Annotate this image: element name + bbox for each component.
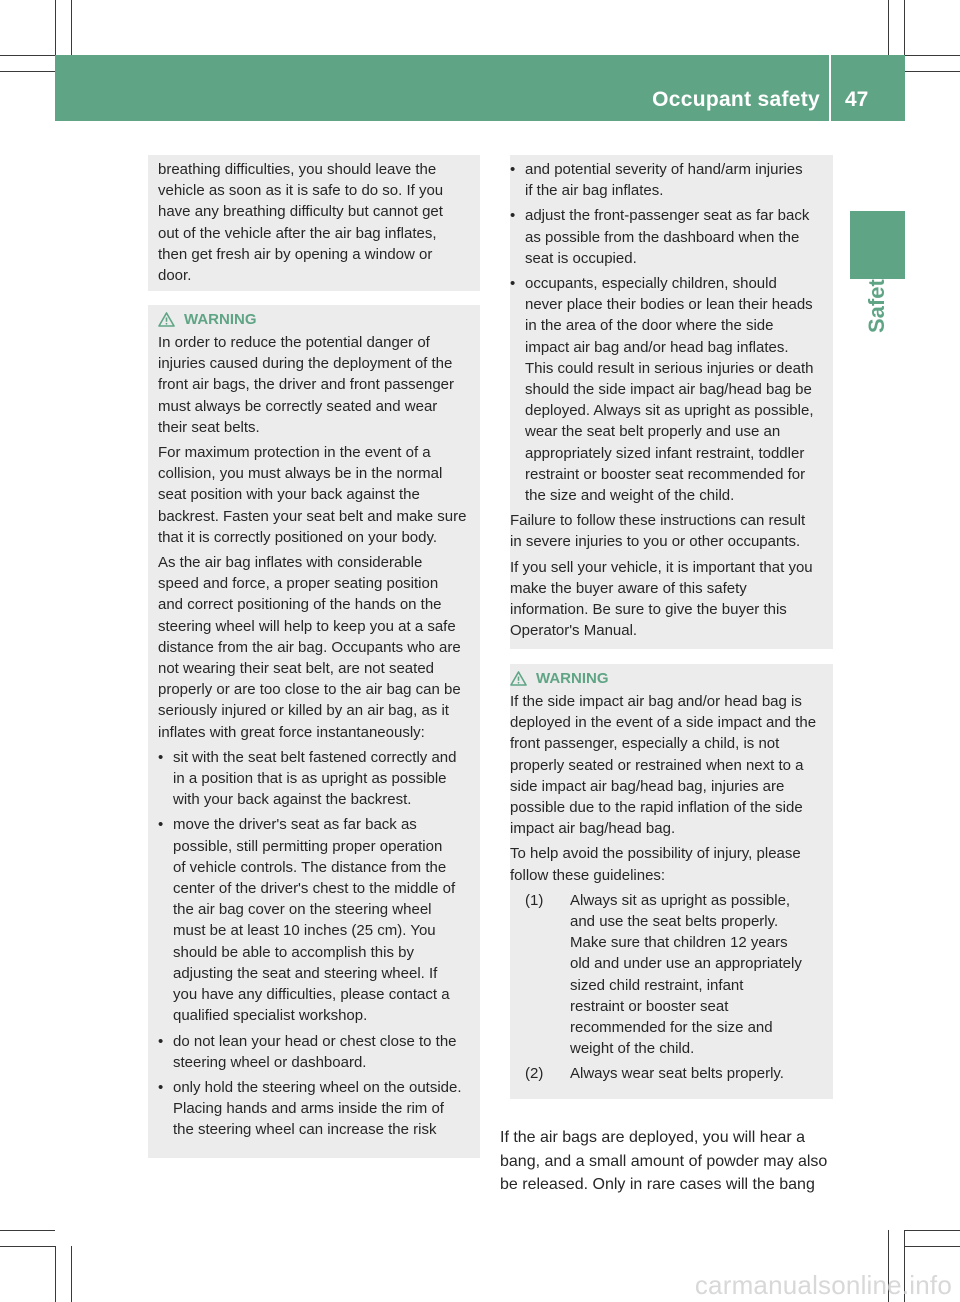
text-line: weight of the child. (570, 1040, 695, 1058)
text-line: sized child restraint, infant (570, 976, 744, 994)
text-line: adjusting the seat and steering wheel. If (173, 964, 438, 982)
crop-mark (71, 1246, 72, 1302)
text-line: and use the seat belts properly. (570, 913, 779, 931)
text-line: and correct positioning of the hands on the (158, 596, 442, 614)
paragraph (510, 557, 828, 642)
crop-mark (71, 0, 72, 55)
bullet-item (510, 205, 828, 269)
body-text (500, 1110, 840, 1213)
crop-mark (888, 0, 889, 55)
text-line: must be at least 10 inches (25 cm). You (173, 922, 436, 940)
crop-mark (905, 1230, 960, 1231)
text-line: wear the seat belt properly and use an (525, 423, 781, 441)
text-line: door. (158, 267, 192, 285)
item-number: (2) (525, 1065, 544, 1083)
text-line: impact air bag and/or head bag inflates. (525, 338, 789, 356)
text-line: Make sure that children 12 years (570, 934, 788, 952)
text-line: in a position that is as upright as possible (173, 770, 447, 788)
info-box-continued (510, 155, 833, 649)
text-line: qualified specialist workshop. (173, 1007, 368, 1025)
warning-box (510, 664, 833, 1099)
crop-mark (0, 1246, 55, 1247)
text-line: do not lean your head or chest close to the (173, 1032, 457, 1050)
text-line: make the buyer aware of this safety (510, 579, 747, 597)
text-line: of vehicle controls. The distance from the (173, 858, 447, 876)
text-line: impact air bag/head bag. (510, 820, 676, 838)
text-line: adjust the front-passenger seat as far back (525, 207, 810, 225)
text-line: with your back against the backrest. (173, 791, 412, 809)
warning-title: WARNING (184, 311, 257, 328)
text-line: the steering wheel can increase the risk (173, 1121, 437, 1139)
text-line: To help avoid the possibility of injury, please (510, 845, 801, 863)
bullet-item (158, 1077, 475, 1141)
text-line: front air bags, the driver and front passenger (158, 376, 455, 394)
item-text (570, 1063, 784, 1084)
text-line: distance from the air bag. Occupants who are (158, 638, 461, 656)
warning-box (148, 305, 480, 1158)
text-line: deployed in the event of a side impact and the (510, 714, 817, 732)
text-line: steering wheel will help to keep you at a safe (158, 617, 456, 635)
text-line: old and under use an appropriately (570, 955, 802, 973)
text-line: possible, still permitting proper operation (173, 837, 443, 855)
text-line: Failure to follow these instructions can result (510, 512, 806, 530)
text-line: have any breathing difficulty but cannot get (158, 203, 443, 221)
text-line: Always sit as upright as possible, (570, 891, 791, 909)
text-line: be released. Only in rare cases will the bang (500, 1176, 815, 1193)
warning-paragraph (510, 843, 828, 885)
numbered-item (510, 890, 828, 1060)
text-line: seriously injured or killed by an air bag, as it (158, 702, 449, 720)
page-number: 47 (845, 88, 869, 111)
item-text (570, 890, 802, 1060)
text-line: not wearing their seat belt, are not seated (158, 660, 435, 678)
text-line: if the air bag inflates. (525, 182, 664, 200)
text-line: recommended for the size and (570, 1019, 773, 1037)
bullet-item (510, 273, 828, 506)
crop-mark (905, 1246, 960, 1247)
text-line: and potential severity of hand/arm injuries (525, 161, 803, 178)
crop-mark (905, 55, 960, 56)
text-line: speed and force, a proper seating position (158, 575, 439, 593)
text-line: occupants, especially children, should (525, 275, 777, 293)
numbered-item (510, 1063, 828, 1084)
text-line: If the air bags are deployed, you will hear a (500, 1129, 806, 1146)
text-line: never place their bodies or lean their heads (525, 296, 813, 314)
text-line: the size and weight of the child. (525, 487, 735, 505)
text-line: out of the vehicle after the air bag inflates, (158, 224, 437, 242)
warning-paragraph (158, 332, 475, 438)
bullet-continuation (510, 159, 828, 201)
text-line: injuries caused during the deployment of the (158, 355, 453, 373)
text-line: deployed. Always sit as upright as possible, (525, 402, 814, 420)
text-line: in the area of the door where the side (525, 317, 774, 335)
text-line: only hold the steering wheel on the outside. (173, 1078, 462, 1096)
text-line: backrest. Fasten your seat belt and make sure (158, 507, 467, 525)
bullet-item (158, 814, 475, 1026)
text-line: If the side impact air bag and/or head bag is (510, 693, 802, 710)
warning-paragraph (158, 442, 475, 548)
paragraph (510, 510, 828, 552)
text-line: must always be correctly seated and wear (158, 397, 438, 415)
continued-bullet-list (510, 159, 828, 201)
item-number: (1) (525, 891, 544, 909)
crop-mark (905, 71, 960, 72)
warning-bullet-list (158, 747, 475, 1141)
crop-mark (0, 55, 55, 56)
text-line: If you sell your vehicle, it is important that you (510, 558, 813, 576)
text-line: Always wear seat belts properly. (570, 1065, 784, 1083)
section-title: Occupant safety (652, 88, 820, 111)
text-line: In order to reduce the potential danger of (158, 334, 430, 351)
text-line: restraint or booster seat (570, 997, 729, 1015)
text-line: restraint or booster seat recommended for (525, 465, 806, 483)
text-line: follow these guidelines: (510, 866, 666, 884)
warning-triangle-icon (158, 312, 175, 327)
text-line: properly or are too close to the air bag can be (158, 681, 461, 699)
text-line: side impact air bag/head bag, injuries are (510, 777, 785, 795)
text-line: seat position with your back against the (158, 486, 420, 504)
text-line: that it is correctly positioned on your body. (158, 528, 438, 546)
text-line: the air bag cover on the steering wheel (173, 901, 432, 919)
warning-heading (510, 668, 828, 689)
body-paragraph (500, 1126, 840, 1197)
text-line: Operator's Manual. (510, 622, 638, 640)
text-line: should the side impact air bag/head bag be (525, 381, 812, 399)
crop-mark (0, 1230, 55, 1231)
warning-paragraph (158, 552, 475, 743)
text-line: Placing hands and arms inside the rim of (173, 1100, 444, 1118)
text-line: then get fresh air by opening a window or (158, 245, 433, 263)
warning-triangle-icon (510, 671, 527, 686)
text-line: front passenger, especially a child, is not (510, 735, 780, 753)
crop-mark (55, 0, 56, 55)
text-line: For maximum protection in the event of a (158, 444, 431, 462)
bullet-list (510, 205, 828, 506)
side-tab-label: Safety (864, 266, 889, 334)
text-line: steering wheel or dashboard. (173, 1053, 367, 1071)
text-line: sit with the seat belt fastened correctly and (173, 748, 457, 766)
text-line: inflates with great force instantaneously: (158, 723, 425, 741)
header-separator (829, 55, 831, 121)
bullet-item (158, 1031, 475, 1073)
text-line: breathing difficulties, you should leave the (158, 161, 437, 178)
warning-paragraph (510, 691, 828, 839)
text-line: collision, you must always be in the normal (158, 465, 443, 483)
watermark: carmanualsonline.info (694, 1270, 952, 1300)
text-line: as possible from the dashboard when the (525, 228, 800, 246)
text-line: possible due to the rapid inflation of the side (510, 799, 803, 817)
text-line: properly seated or restrained when next to a (510, 756, 804, 774)
text-line: should be able to accomplish this by (173, 943, 414, 961)
text-line: you have any difficulties, please contact a (173, 986, 450, 1004)
info-box-continued (148, 155, 480, 291)
text-line: bang, and a small amount of powder may also (500, 1152, 828, 1170)
continued-text (158, 159, 473, 286)
text-line: As the air bag inflates with considerable (158, 554, 423, 572)
numbered-list (510, 890, 828, 1085)
warning-title: WARNING (536, 670, 609, 687)
crop-mark (904, 0, 905, 55)
warning-heading (158, 309, 475, 330)
bullet-item (158, 747, 475, 811)
text-line: move the driver's seat as far back as (173, 816, 417, 834)
crop-mark (55, 1246, 56, 1302)
text-line: vehicle as soon as it is safe to do so. If you (158, 182, 444, 200)
text-line: center of the driver's chest to the middle of (173, 880, 456, 898)
text-line: in severe injuries to you or other occupants. (510, 533, 801, 551)
text-line: This could result in serious injuries or death (525, 359, 814, 377)
text-line: their seat belts. (158, 418, 260, 436)
text-line: information. Be sure to give the buyer this (510, 601, 787, 619)
crop-mark (0, 71, 55, 72)
text-line: seat is occupied. (525, 249, 637, 267)
text-line: appropriately sized infant restraint, toddler (525, 444, 805, 462)
